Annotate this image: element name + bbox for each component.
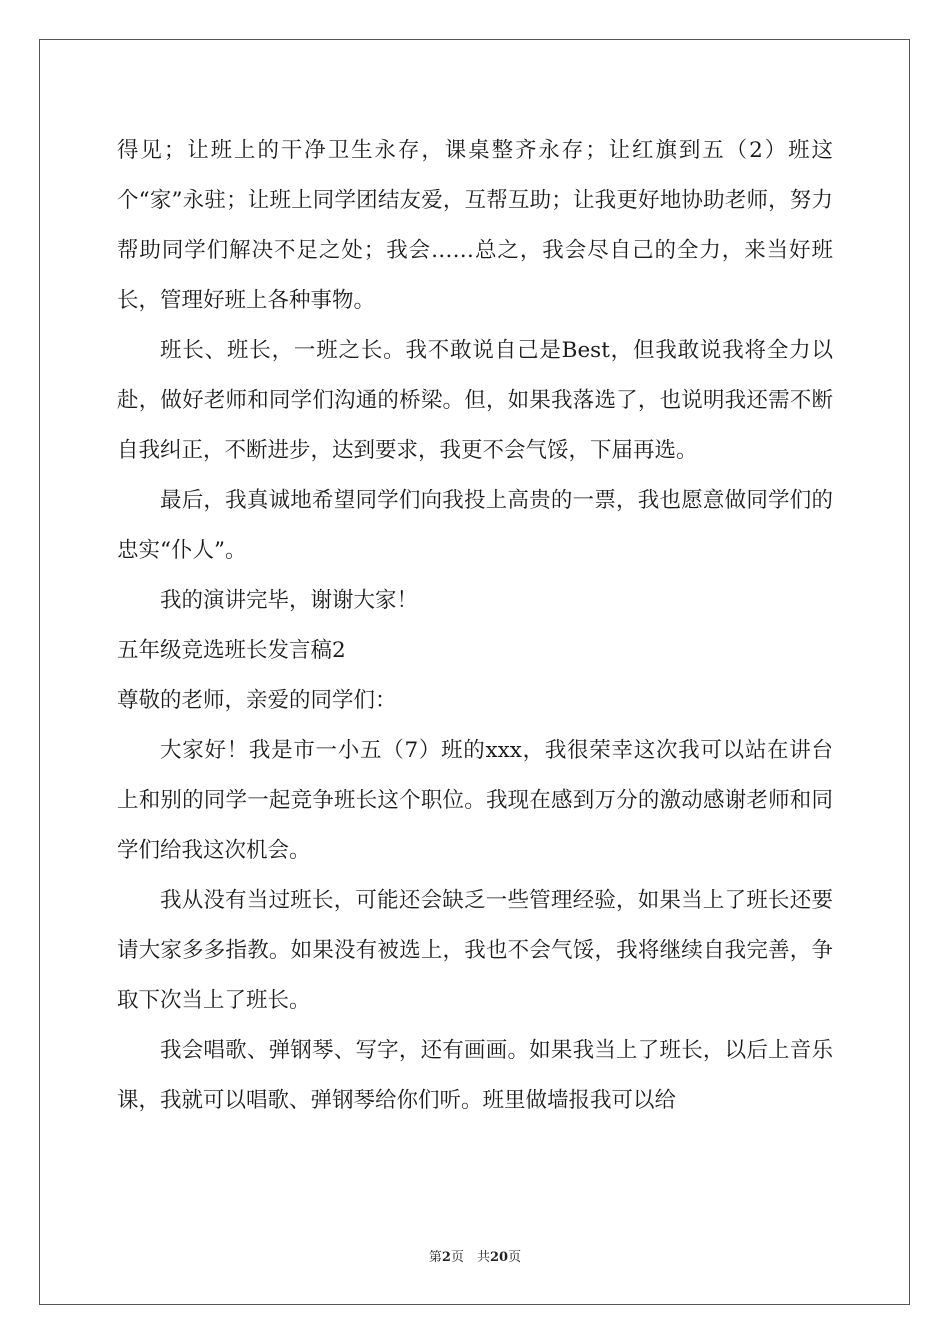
paragraph: 最后，我真诚地希望同学们向我投上高贵的一票，我也愿意做同学们的忠实“仆人”。: [117, 488, 833, 563]
salutation: 尊敬的老师，亲爱的同学们：: [117, 688, 397, 713]
paragraph: 我的演讲完毕，谢谢大家！: [160, 588, 419, 613]
paragraph: 我从没有当过班长，可能还会缺乏一些管理经验，如果当上了班长还要请大家多多指教。如果没有被选上，我也不会气馁，我将继续自我完善，争取下次当上了班长。: [117, 888, 833, 1013]
current-page-number: 2: [441, 1250, 451, 1265]
paragraph: 得见；让班上的干净卫生永存，课桌整齐永存；让红旗到五（2）班这个“家”永驻；让班上同学团结友爱，互帮互助；让我更好地协助老师，努力帮助同学们解决不足之处；我会……总之，我会尽自己的全力，来当好班长，管理好班上各种事物。: [117, 138, 833, 313]
paragraph: 班长、班长，一班之长。我不敢说自己是Best，但我敢说我将全力以赴，做好老师和同学们沟通的桥梁。但，如果我落选了，也说明我还需不断自我纠正，不断进步，达到要求，我更不会气馁，下届再选。: [117, 338, 833, 463]
paragraph: 我会唱歌、弹钢琴、写字，还有画画。如果我当上了班长，以后上音乐课，我就可以唱歌、弹钢琴给你们听。班里做墙报我可以给: [117, 1038, 833, 1113]
footer-prefix: 第: [428, 1250, 442, 1265]
document-body: [117, 126, 833, 1126]
footer-suffix: 页: [508, 1250, 522, 1265]
paragraph: 大家好！我是市一小五（7）班的xxx，我很荣幸这次我可以站在讲台上和别的同学一起竞争班长这个职位。我现在感到万分的激动感谢老师和同学们给我这次机会。: [117, 738, 833, 863]
total-pages-number: 20: [489, 1250, 509, 1265]
section-title: 五年级竞选班长发言稿2: [117, 638, 346, 663]
footer-mid: 页 共: [450, 1250, 490, 1265]
page-footer: [0, 1246, 950, 1265]
